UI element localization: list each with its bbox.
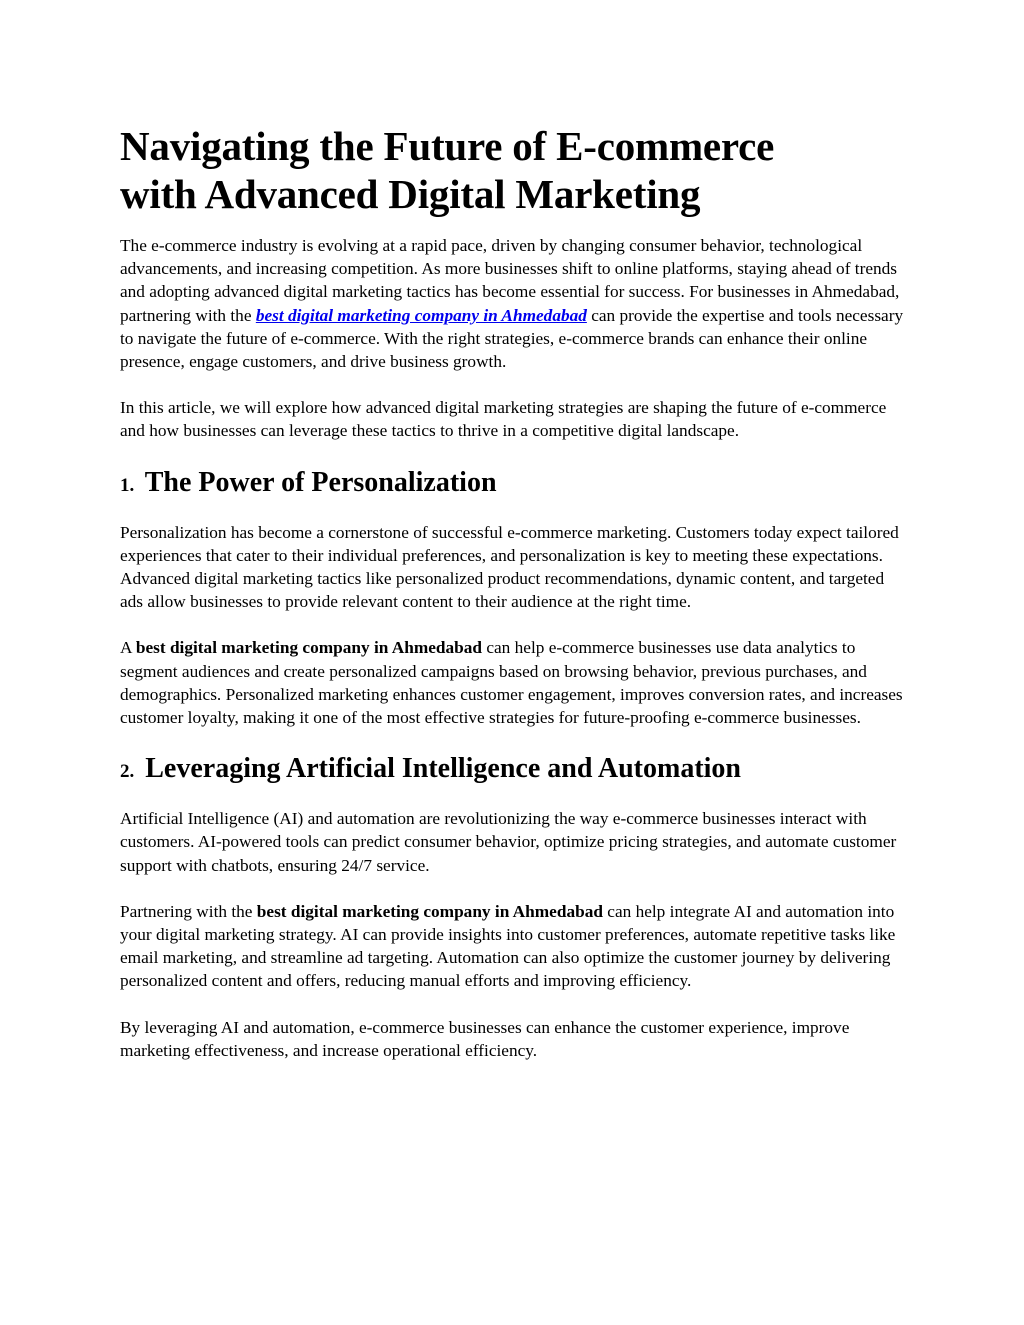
section-2-p2-bold: best digital marketing company in Ahmedabad — [256, 901, 603, 921]
section-1-p2-bold: best digital marketing company in Ahmedabad — [135, 638, 483, 658]
section-number-2: 2. — [120, 761, 135, 783]
section-title-1: The Power of Personalization — [144, 466, 497, 498]
company-link[interactable]: best digital marketing company in Ahmedabad — [255, 305, 587, 325]
section-heading-1 — [120, 466, 910, 503]
article-intro-paragraph: In this article, we will explore how advanced digital marketing strategies are shaping the future of e-commerce and how businesses can leverage these tactics to thrive in a competitive digital landscape. — [120, 398, 887, 441]
section-2-p2-after: can help integrate AI and automation into your digital marketing strategy. AI can provide insights into customer preferences, automate repetitive tasks like email marketing, and streamline ad targeting. Automation can also optimize the customer journey by delivering personalized content and offers, reducing manual efforts and improving efficiency. — [120, 901, 896, 991]
section-1-paragraph-2 — [120, 636, 910, 729]
section-1-paragraph-1: Personalization has become a cornerstone of successful e-commerce marketing. Customers today expect tailored experiences that cater to their individual preferences, and personalization is key to meeting these expectations. Advanced digital marketing tactics like personalized product recommendations, dynamic content, and targeted ads allow businesses to provide relevant content to their audience at the right time. — [120, 522, 899, 612]
section-1-p2-after: can help e-commerce businesses use data analytics to segment audiences and create personalized campaigns based on browsing behavior, previous purchases, and demographics. Personalized marketing enhances customer engagement, improves conversion rates, and increases customer loyalty, making it one of the most effective strategies for future-proofing e-commerce businesses. — [120, 638, 903, 728]
title-line-1: Navigating the Future of E-commerce — [120, 123, 775, 169]
page-title — [120, 122, 910, 218]
section-2-paragraph-3: By leveraging AI and automation, e-commerce businesses can enhance the customer experience, improve marketing effectiveness, and increase operational efficiency. — [120, 1017, 850, 1060]
document-page — [120, 122, 910, 1085]
section-2-paragraph-2 — [120, 900, 910, 993]
intro-paragraph — [120, 234, 910, 373]
section-2-paragraph-1: Artificial Intelligence (AI) and automation are revolutionizing the way e-commerce businesses interact with customers. AI-powered tools can predict consumer behavior, optimize pricing strategies, and automate customer support with chatbots, ensuring 24/7 service. — [120, 809, 897, 875]
intro-text-before-link: The e-commerce industry is evolving at a rapid pace, driven by changing consumer behavior, technological advancements, and increasing competition. As more businesses shift to online platforms, staying ahead of trends and adopting advanced digital marketing tactics has become essential for success. For businesses in Ahmedabad, partnering with the — [120, 236, 900, 325]
title-line-2: with Advanced Digital Marketing — [120, 171, 701, 217]
section-number-1: 1. — [120, 474, 135, 496]
section-2-p2-before: Partnering with the — [120, 901, 257, 921]
intro-text-after-link: can provide the expertise and tools necessary to navigate the future of e-commerce. With the right strategies, e-commerce brands can enhance their online presence, engage customers, and drive business growth. — [120, 305, 904, 372]
section-1-p2-before: A — [120, 638, 136, 658]
section-heading-2 — [120, 752, 910, 789]
section-title-2: Leveraging Artificial Intelligence and Automation — [145, 753, 741, 785]
